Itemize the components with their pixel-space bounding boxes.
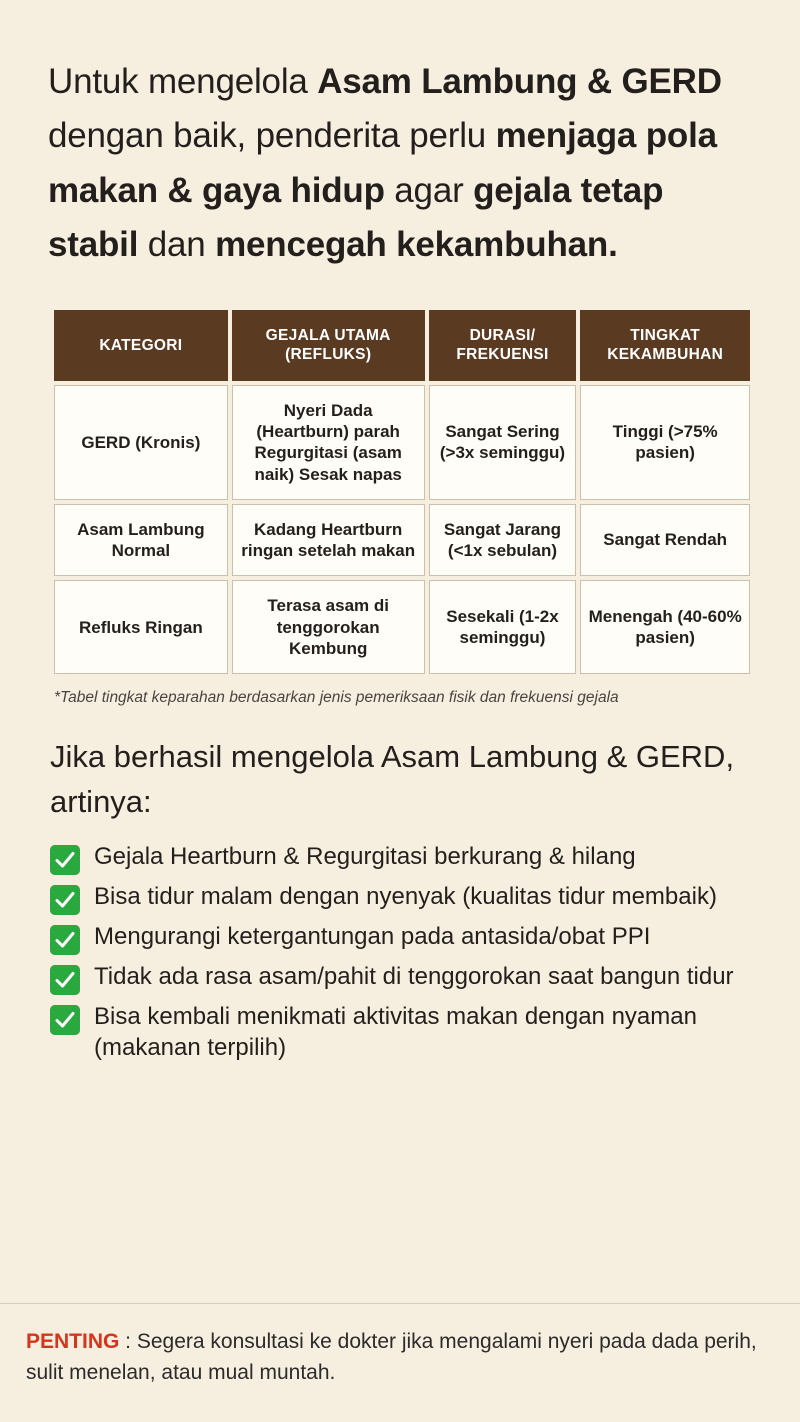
check-icon bbox=[50, 965, 80, 995]
list-item bbox=[50, 881, 752, 915]
benefits-heading: Jika berhasil mengelola Asam Lambung & GERD, artinya: bbox=[50, 738, 735, 819]
headline-bold-1: Asam Lambung & GERD bbox=[317, 62, 722, 101]
table-header-kategori: KATEGORI bbox=[54, 310, 228, 381]
headline-bold-4: mencegah kekambuhan. bbox=[215, 224, 618, 264]
cell-durasi: Sangat Sering (>3x seminggu) bbox=[429, 385, 577, 500]
headline-text-4: dan bbox=[138, 224, 216, 264]
benefit-label: Mengurangi ketergantungan pada antasida/obat PPI bbox=[94, 922, 651, 950]
footer-note bbox=[26, 1327, 770, 1388]
table-header-row bbox=[54, 310, 750, 381]
benefit-label: Tidak ada rasa asam/pahit di tenggorokan saat bangun tidur bbox=[94, 962, 734, 990]
list-item bbox=[50, 921, 752, 955]
footer-separator: : bbox=[119, 1330, 137, 1354]
table-header-tingkat-kekambuhan: TINGKAT KEKAMBUHAN bbox=[580, 310, 750, 381]
cell-kategori: Refluks Ringan bbox=[54, 580, 228, 674]
cell-gejala: Nyeri Dada (Heartburn) parah Regurgitasi (asam naik) Sesak napas bbox=[232, 385, 425, 500]
severity-table-container bbox=[50, 306, 754, 709]
cell-durasi: Sesekali (1-2x seminggu) bbox=[429, 580, 577, 674]
table-header-gejala-utama: GEJALA UTAMA (REFLUKS) bbox=[232, 310, 425, 381]
list-item bbox=[50, 961, 752, 995]
page-title bbox=[48, 55, 752, 272]
headline-bold-3: gejala tetap stabil bbox=[48, 170, 664, 264]
check-icon bbox=[50, 1005, 80, 1035]
table-header-durasi-frekuensi: DURASI/ FREKUENSI bbox=[429, 310, 577, 381]
benefit-label: Bisa kembali menikmati aktivitas makan dengan nyaman (makanan terpilih) bbox=[94, 1002, 697, 1062]
cell-gejala: Kadang Heartburn ringan setelah makan bbox=[232, 504, 425, 577]
table-row bbox=[54, 580, 750, 674]
table-row bbox=[54, 504, 750, 577]
check-icon bbox=[50, 885, 80, 915]
headline-text-1: Untuk mengelola bbox=[48, 62, 318, 101]
table-row bbox=[54, 385, 750, 500]
cell-kategori: GERD (Kronis) bbox=[54, 385, 228, 500]
headline-text-3: agar bbox=[384, 170, 474, 210]
severity-table bbox=[50, 306, 754, 678]
cell-durasi: Sangat Jarang (<1x sebulan) bbox=[429, 504, 577, 577]
footer-text: Segera konsultasi ke dokter jika mengalami nyeri pada dada perih, sulit menelan, atau mual muntah. bbox=[26, 1330, 757, 1384]
cell-tingkat: Sangat Rendah bbox=[580, 504, 750, 577]
cell-kategori: Asam Lambung Normal bbox=[54, 504, 228, 577]
list-item bbox=[50, 1001, 752, 1064]
footer-divider bbox=[0, 1303, 800, 1304]
benefits-list bbox=[48, 841, 752, 1064]
check-icon bbox=[50, 845, 80, 875]
cell-tingkat: Menengah (40-60% pasien) bbox=[580, 580, 750, 674]
list-item bbox=[50, 841, 752, 875]
benefit-label: Bisa tidur malam dengan nyenyak (kualitas tidur membaik) bbox=[94, 882, 717, 910]
headline-bold-2: menjaga pola makan & gaya hidup bbox=[48, 116, 717, 210]
check-icon bbox=[50, 925, 80, 955]
headline-text-2: dengan baik, penderita perlu bbox=[48, 116, 496, 156]
table-footnote: *Tabel tingkat keparahan berdasarkan jenis pemeriksaan fisik dan frekuensi gejala bbox=[54, 689, 619, 706]
footer-alert-label: PENTING bbox=[26, 1330, 120, 1354]
cell-tingkat: Tinggi (>75% pasien) bbox=[580, 385, 750, 500]
cell-gejala: Terasa asam di tenggorokan Kembung bbox=[232, 580, 425, 674]
benefit-label: Gejala Heartburn & Regurgitasi berkurang & hilang bbox=[94, 842, 636, 870]
